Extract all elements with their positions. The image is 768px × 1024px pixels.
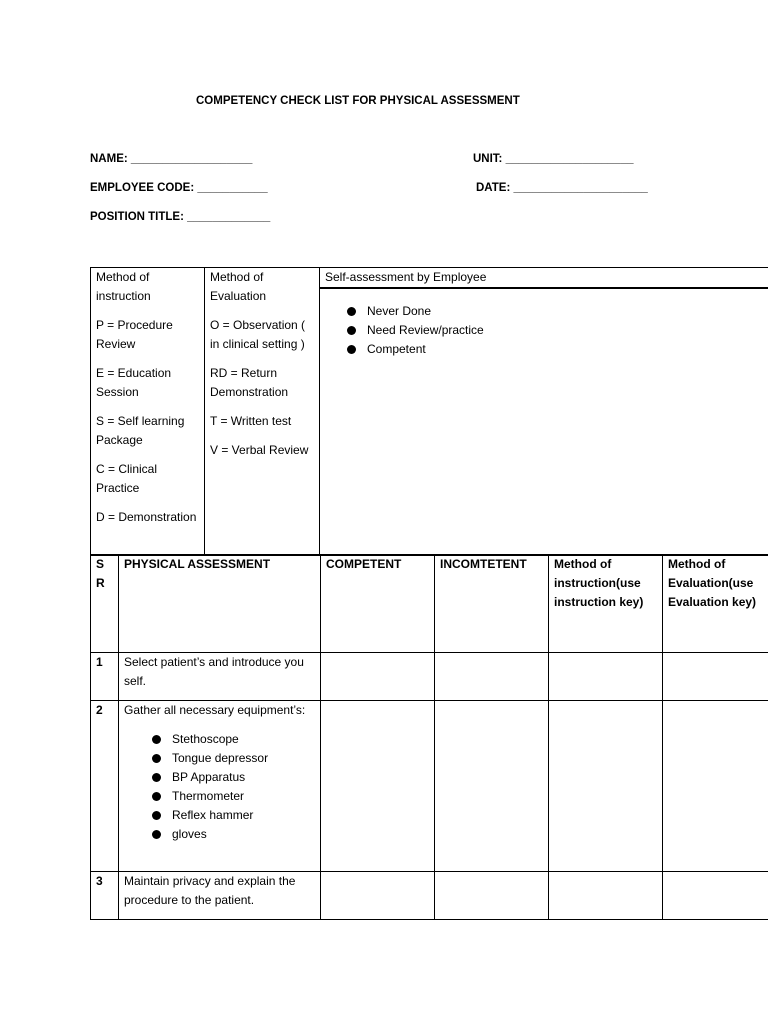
incompetent-cell[interactable] — [435, 872, 549, 920]
assessment-header: PHYSICAL ASSESSMENT — [119, 555, 321, 653]
instruction-method-cell[interactable] — [549, 653, 663, 701]
evaluation-key-cell — [205, 268, 320, 556]
equipment-item: Stethoscope — [150, 730, 315, 749]
self-assessment-header: Self-assessment by Employee — [320, 268, 768, 289]
equipment-item: Reflex hammer — [150, 806, 315, 825]
competent-cell[interactable] — [321, 653, 435, 701]
row-number: 3 — [91, 872, 119, 920]
table-row — [91, 872, 768, 920]
incompetent-cell[interactable] — [435, 653, 549, 701]
instruction-key-item: E = Education Session — [96, 366, 172, 399]
row-number: 1 — [91, 653, 119, 701]
instruction-key-item: P = Procedure Review — [96, 318, 173, 351]
competent-cell[interactable] — [321, 872, 435, 920]
instruction-method-cell[interactable] — [549, 701, 663, 872]
equipment-list — [150, 730, 315, 844]
instruction-key-item: S = Self learning Package — [96, 414, 185, 447]
evaluation-key-item: RD = Return Demonstration — [210, 366, 289, 399]
table-row — [91, 701, 768, 872]
instruction-key-item: D = Demonstration — [96, 510, 197, 524]
equipment-item: Thermometer — [150, 787, 315, 806]
evaluation-key-item: T = Written test — [210, 414, 292, 428]
equipment-item: gloves — [150, 825, 315, 844]
incompetent-cell[interactable] — [435, 701, 549, 872]
self-assessment-list — [345, 302, 768, 359]
equipment-item: Tongue depressor — [150, 749, 315, 768]
equipment-item: BP Apparatus — [150, 768, 315, 787]
evaluation-method-header: Method of Evaluation(use Evaluation key) — [663, 555, 768, 653]
page-title: COMPETENCY CHECK LIST FOR PHYSICAL ASSESSMENT — [196, 95, 520, 107]
instruction-key-header: Method of instruction — [96, 270, 151, 303]
sr-header: S R — [91, 555, 119, 653]
evaluation-method-cell[interactable] — [663, 653, 768, 701]
row-text: Gather all necessary equipment’s: — [124, 703, 306, 717]
unit-field[interactable]: UNIT: ____________________ — [473, 153, 634, 165]
competent-cell[interactable] — [321, 701, 435, 872]
evaluation-method-cell[interactable] — [663, 701, 768, 872]
row-text: Maintain privacy and explain the procedure to the patient. — [119, 872, 321, 920]
evaluation-method-cell[interactable] — [663, 872, 768, 920]
name-field[interactable]: NAME: ___________________ — [90, 153, 253, 165]
key-table — [90, 267, 768, 556]
table-header-row — [91, 555, 768, 653]
assessment-table — [90, 554, 768, 920]
evaluation-key-item: O = Observation ( in clinical setting ) — [210, 318, 306, 351]
date-field[interactable]: DATE: _____________________ — [476, 182, 648, 194]
instruction-key-cell — [91, 268, 205, 556]
self-assessment-option: Need Review/practice — [345, 321, 768, 340]
self-assessment-cell — [320, 268, 768, 556]
row-text: Select patient’s and introduce you self. — [119, 653, 321, 701]
position-title-field[interactable]: POSITION TITLE: _____________ — [90, 211, 271, 223]
row-text-cell — [119, 701, 321, 872]
evaluation-key-header: Method of Evaluation — [210, 270, 267, 303]
row-number: 2 — [91, 701, 119, 872]
employee-code-field[interactable]: EMPLOYEE CODE: ___________ — [90, 182, 268, 194]
evaluation-key-item: V = Verbal Review — [210, 443, 309, 457]
instruction-key-item: C = Clinical Practice — [96, 462, 158, 495]
self-assessment-option: Never Done — [345, 302, 768, 321]
incompetent-header: INCOMTETENT — [435, 555, 549, 653]
self-assessment-option: Competent — [345, 340, 768, 359]
competent-header: COMPETENT — [321, 555, 435, 653]
instruction-method-header: Method of instruction(use instruction key) — [549, 555, 663, 653]
instruction-method-cell[interactable] — [549, 872, 663, 920]
table-row — [91, 653, 768, 701]
